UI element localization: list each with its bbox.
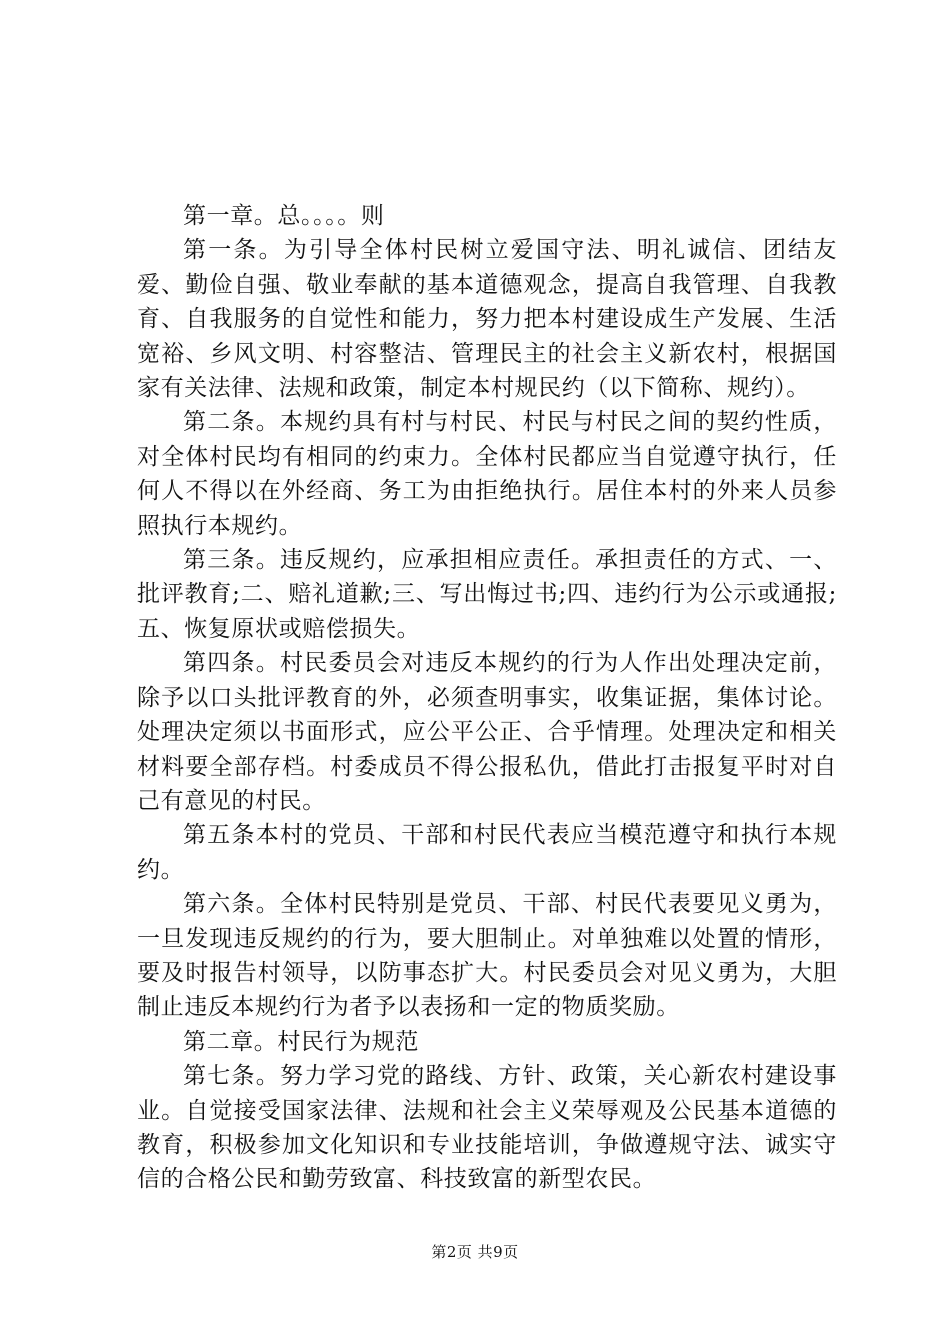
article-3: 第三条。违反规约，应承担相应责任。承担责任的方式、一、批评教育;二、赔礼道歉;三、写出悔过书;四、违约行为公示或通报;五、恢复原状或赔偿损失。 xyxy=(137,547,837,642)
chapter-heading-1: 第一章。总。。。。则 xyxy=(183,203,385,229)
article-2: 第二条。本规约具有村与村民、村民与村民之间的契约性质，对全体村民均有相同的约束力。全体村民都应当自觉遵守执行，任何人不得以在外经商、务工为由拒绝执行。居住本村的外来人员参照执行本规约。 xyxy=(137,409,837,539)
article-4: 第四条。村民委员会对违反本规约的行为人作出处理决定前，除予以口头批评教育的外，必须查明事实，收集证据，集体讨论。处理决定须以书面形式，应公平公正、合乎情理。处理决定和相关材料要全部存档。村委成员不得公报私仇，借此打击报复平时对自己有意见的村民。 xyxy=(137,650,837,814)
article-5: 第五条本村的党员、干部和村民代表应当模范遵守和执行本规约。 xyxy=(137,822,837,883)
article-6: 第六条。全体村民特别是党员、干部、村民代表要见义勇为，一旦发现违反规约的行为，要大胆制止。对单独难以处置的情形，要及时报告村领导，以防事态扩大。村民委员会对见义勇为，大胆制止违反本规约行为者予以表扬和一定的物质奖励。 xyxy=(137,891,837,1021)
document-body xyxy=(137,199,837,1197)
article-1: 第一条。为引导全体村民树立爱国守法、明礼诚信、团结友爱、勤俭自强、敬业奉献的基本道德观念，提高自我管理、自我教育、自我服务的自觉性和能力，努力把本村建设成生产发展、生活宽裕、乡风文明、村容整洁、管理民主的社会主义新农村，根据国家有关法律、法规和政策，制定本村规民约（以下简称、规约）。 xyxy=(137,237,837,402)
page-number-footer: 第2页 共9页 xyxy=(431,1243,519,1261)
chapter-heading-2: 第二章。村民行为规范 xyxy=(183,1028,419,1055)
article-7: 第七条。努力学习党的路线、方针、政策，关心新农村建设事业。自觉接受国家法律、法规和社会主义荣辱观及公民基本道德的教育，积极参加文化知识和专业技能培训，争做遵规守法、诚实守信的合格公民和勤劳致富、科技致富的新型农民。 xyxy=(137,1063,837,1193)
